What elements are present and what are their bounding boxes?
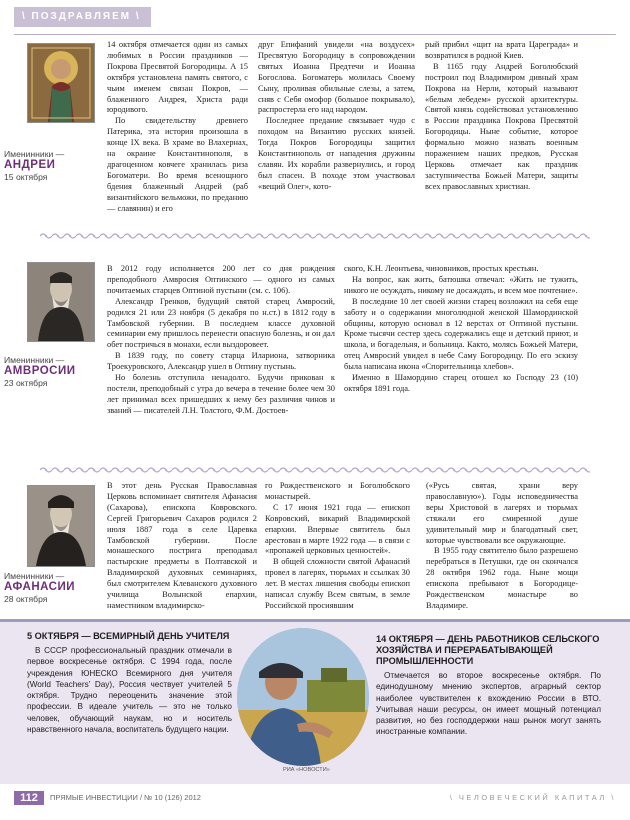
caption-date: 28 октября	[4, 594, 48, 604]
article-column	[107, 481, 257, 612]
caption-name: АНДРЕИ	[4, 159, 56, 171]
caption-label: Именинники —	[4, 149, 65, 159]
paragraph: Именно в Шамордино старец отошел ко Господу 23 (10) октября 1891 года.	[344, 373, 578, 393]
paragraph: В 1955 году святителю было разрешено перебраться в Петушки, где он скончался 28 октября 1962 года. Ныне мощи епископа пребывают в Богородице-Рождественском монастыре во Владимире.	[426, 546, 578, 610]
caption-name: АМВРОСИИ	[4, 365, 76, 377]
photo-portrait-amvrosii	[27, 262, 95, 342]
paragraph: Последнее предание связывает чудо с походом на Византию русских князей. Тогда Покров Богородицы защитил Константинополь от нападения дружины славян. Их корабли развернулись, и город был спасен. В походе этом участвовал «вещий Олег», кото-	[258, 116, 415, 191]
paragraph: По свидетельству древнего Патерика, эта история произошла в конце IX века. В храме во Влахернах, на окраине Константинополя, в драгоценном ковчеге хранилась риза Богоматери. Во время всенощного бдения блаженный Андрей (раб византийского вельможи, по преданию — славянин) и его	[107, 116, 248, 213]
article-column	[107, 40, 248, 215]
paragraph: В общей сложности святой Афанасий провел в лагерях, тюрьмах и ссылках 30 лет. В местах лишения свободы епископ написал службу Всем святым, в земле Российской просиявшим	[265, 557, 410, 610]
ornament-divider	[40, 232, 590, 240]
title-line: 14 ОКТЯБРЯ — ДЕНЬ РАБОТНИКОВ СЕЛЬСКОГО	[376, 634, 600, 644]
caption-date: 23 октября	[4, 378, 48, 388]
paragraph: В 2012 году исполняется 200 лет со дня рождения преподобного Амвросия Оптинского — одного из самых почитаемых старцев Оптиной пустыни (см. с. 106).	[107, 264, 335, 295]
photo-credit: РИА «НОВОСТИ»	[283, 767, 330, 773]
footer-section-name: \ ЧЕЛОВЕЧЕСКИЙ КАПИТАЛ \	[449, 793, 616, 802]
paragraph: На вопрос, как жить, батюшка отвечал: «Жить не тужить, никого не осуждать, никому не досаждать, и всем мое почтение».	[344, 274, 578, 295]
paragraph: В последние 10 лет своей жизни старец возложил на себя еще заботу и о содержании многолюдной женской Шамординской общины, которую основал в 12 верстах от Оптиной пустыни. Кроме тысячи сестер здесь содержались еще и детский приют, и школа, и богадельня, и больница. Както, молясь Божьей Матери, отец Амвросий увидел в небе Саму Богородицу. По его эскизу была написана икона «Спорительница хлебов».	[344, 296, 578, 372]
paragraph: («Русь святая, храни веру православную»). Годы исповедничества веры Христовой в лагерях и тюрьмах стяжали его смиренной душе удивительный мир и благодатный свет, которые чувствовали все окружающие.	[426, 481, 578, 545]
paragraph: ского, К.Н. Леонтьева, чиновников, простых крестьян.	[344, 264, 539, 273]
journal-name: ПРЯМЫЕ ИНВЕСТИЦИИ / № 10 (126) 2012	[50, 793, 201, 802]
article-column	[258, 40, 415, 193]
page-number: 112	[14, 791, 44, 805]
article-column	[426, 481, 578, 612]
caption-name: АФАНАСИИ	[4, 581, 76, 593]
band-rule	[0, 619, 630, 622]
article-column	[265, 481, 410, 612]
page-header	[0, 0, 630, 34]
rubric-label: \ ПОЗДРАВЛЯЕМ \	[14, 7, 151, 27]
paragraph: Но болезнь отступила ненадолго. Будучи прикован к постели, преподобный с утра до вечера в течение более чем 30 лет принимал всех пришедших к нему без различия чинов и званий — писателей Л.Н. Толстого, Ф.М. Достоев-	[107, 373, 335, 415]
page-footer	[0, 784, 630, 820]
paragraph: друг Епифаний увидели «на воздусех» Пресвятую Богородицу в сопровождении святых Иоанна Предтечи и Иоанна Богослова. Богоматерь молилась Своему Сыну, проливая обильные слезы, а затем, сняв с Себя омофор (большое покрывало), распростерла его над народом.	[258, 40, 415, 115]
icon-portrait-andrei	[27, 43, 95, 123]
teacher-day-title: 5 ОКТЯБРЯ — ВСЕМИРНЫЙ ДЕНЬ УЧИТЕЛЯ	[27, 631, 230, 641]
caption-label: Именинники —	[4, 571, 65, 581]
paragraph: В этот день Русская Православная Церковь вспоминает святителя Афанасия (Сахарова), епископа Ковровского. Сергей Григорьевич Сахаров родился 2 июля 1887 года в селе Царевка Тамбовской губернии. После монашеского пострига преподавал пастырские предметы в Полтавской и Владимирской духовных семинариях, был смотрителем Клеванского духовного училища Волынской епархии, наместником владимирско-	[107, 481, 257, 610]
farmer-photo	[237, 628, 369, 766]
teacher-day-text	[27, 645, 232, 735]
paragraph: Отмечается во второе воскресенье октября. По единодушному мнению экспертов, аграрный сектор наиболее чувствителен к вхождению России в ВТО. Учитывая наши ресурсы, он имеет мощный потенциал развития, но без господдержки наш рынок могут занять иностранные компании.	[376, 671, 601, 737]
photo-portrait-afanasii	[27, 485, 95, 567]
ornament-divider-pattern	[40, 466, 590, 474]
caption-label: Именинники —	[4, 355, 65, 365]
article-column	[107, 264, 335, 417]
title-line: ПРОМЫШЛЕННОСТИ	[376, 656, 474, 666]
caption-amvrosii	[4, 355, 100, 388]
ornament-divider-pattern	[40, 232, 590, 240]
caption-afanasii	[4, 571, 100, 604]
agro-day-text	[376, 670, 601, 738]
paragraph: С 17 июня 1921 года — епископ Ковровский, викарий Владимирской епархии. Впервые святитель был арестован в марте 1922 года — в связи с «пропажей церковных ценностей».	[265, 502, 410, 556]
title-line: ХОЗЯЙСТВА И ПЕРЕРАБАТЫВАЮЩЕЙ	[376, 645, 553, 655]
paragraph: рый прибил «щит на врата Цареграда» и возвратился в родной Киев.	[425, 40, 578, 60]
article-column	[344, 264, 578, 395]
article-column	[425, 40, 578, 193]
caption-andrei	[4, 149, 100, 182]
header-rule	[14, 34, 616, 35]
paragraph: В 1839 году, по совету старца Илариона, затворника Троекуровского, Александр ушел в Оптину пустынь.	[107, 351, 335, 372]
agro-day-title	[376, 634, 616, 667]
paragraph: го Рождественского и Боголюбского монастырей.	[265, 481, 410, 501]
paragraph: В 1165 году Андрей Боголюбский построил под Владимиром дивный храм Покрова на Нерли, который называют «белым лебедем» русской архитектуры. Святой князь содействовал установлению в России праздника Покрова Пресвятой Богородицы. Ныне событие, которое формально можно назвать военным поражением наших предков, Русская Церковь отмечает как праздник заступничества Божьей Матери, защиты всех православных христиан.	[425, 61, 578, 191]
ornament-divider	[40, 466, 590, 474]
paragraph: 14 октября отмечается один из самых любимых в России праздников — Покрова Пресвятой Богородицы. А 15 октября установлена память святого, с чьим именем связан Покров, — блаженного Андрея, Христа ради юродивого.	[107, 40, 248, 115]
paragraph: Александр Гренков, будущий святой старец Амвросий, родился 21 или 23 ноября (5 декабря по н.ст.) в 1812 году в Тамбовской губернии. В последнем классе духовной семинарии ему пришлось перенести опасную болезнь, и он дал обет постричься в монахи, если выздоровеет.	[107, 296, 335, 350]
caption-date: 15 октября	[4, 172, 48, 182]
paragraph: В СССР профессиональный праздник отмечали в первое воскресенье октября. С 1994 года, после учреждения ЮНЕСКО Всемирного дня учителя (World Teachers’ Day), Россия чествует учителей 5 октября. Трудно переоценить значение этой профессии. В идеале учитель — это не только человек, обучающий наукам, но и носитель нравственного начала, воспитатель будущего нации.	[27, 646, 232, 735]
